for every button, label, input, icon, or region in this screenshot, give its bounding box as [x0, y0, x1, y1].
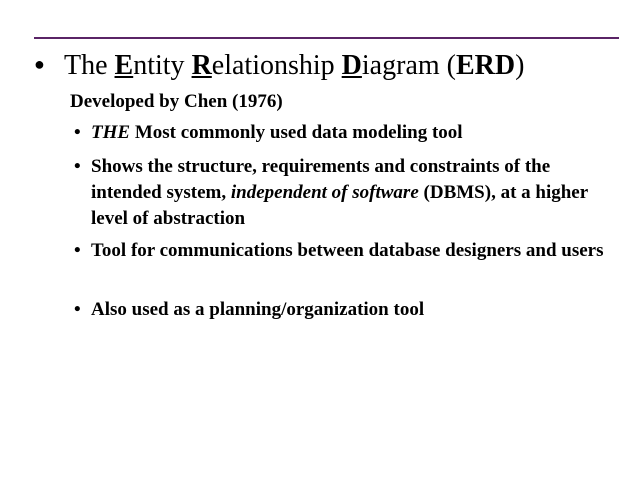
bullet-item-2 — [74, 154, 622, 232]
bullet-dot-icon: • — [74, 240, 81, 261]
slide-title — [34, 46, 524, 84]
title-letter-d: D — [341, 50, 362, 81]
title-abbreviation: ERD — [455, 50, 516, 81]
bullet-3-text: Tool for communications between database designers and users — [91, 240, 604, 261]
title-letter-e: E — [114, 50, 134, 81]
bullet-dot-icon: • — [74, 156, 81, 177]
title-text-diagram: iagram ( — [361, 50, 456, 81]
bullet-dot-icon: • — [74, 299, 81, 320]
bullet-1-emphasis: THE — [91, 122, 131, 143]
title-bullet-icon: ● — [34, 54, 45, 74]
bullet-item-4 — [74, 297, 622, 323]
title-text-relationship: elationship — [211, 50, 342, 81]
bullet-2-text-start: Shows the structure, requirements and constraints of the intended system, — [91, 156, 551, 203]
bullet-2-text-end: (DBMS), at a higher level of abstraction — [91, 182, 588, 229]
bullet-item-1 — [74, 120, 622, 146]
bullet-2-emphasis: independent of software — [230, 182, 419, 203]
title-letter-r: R — [191, 50, 212, 81]
title-divider-line — [34, 37, 619, 39]
subheading: Developed by Chen (1976) — [70, 91, 283, 112]
bullet-4-text: Also used as a planning/organization tool — [91, 299, 425, 320]
bullet-item-3 — [74, 238, 622, 264]
bullet-1-text: Most commonly used data modeling tool — [130, 122, 463, 143]
title-text-prefix: The — [64, 50, 115, 81]
title-close-paren: ) — [515, 50, 525, 81]
bullet-dot-icon: • — [74, 122, 81, 143]
title-text-entity: ntity — [133, 50, 192, 81]
